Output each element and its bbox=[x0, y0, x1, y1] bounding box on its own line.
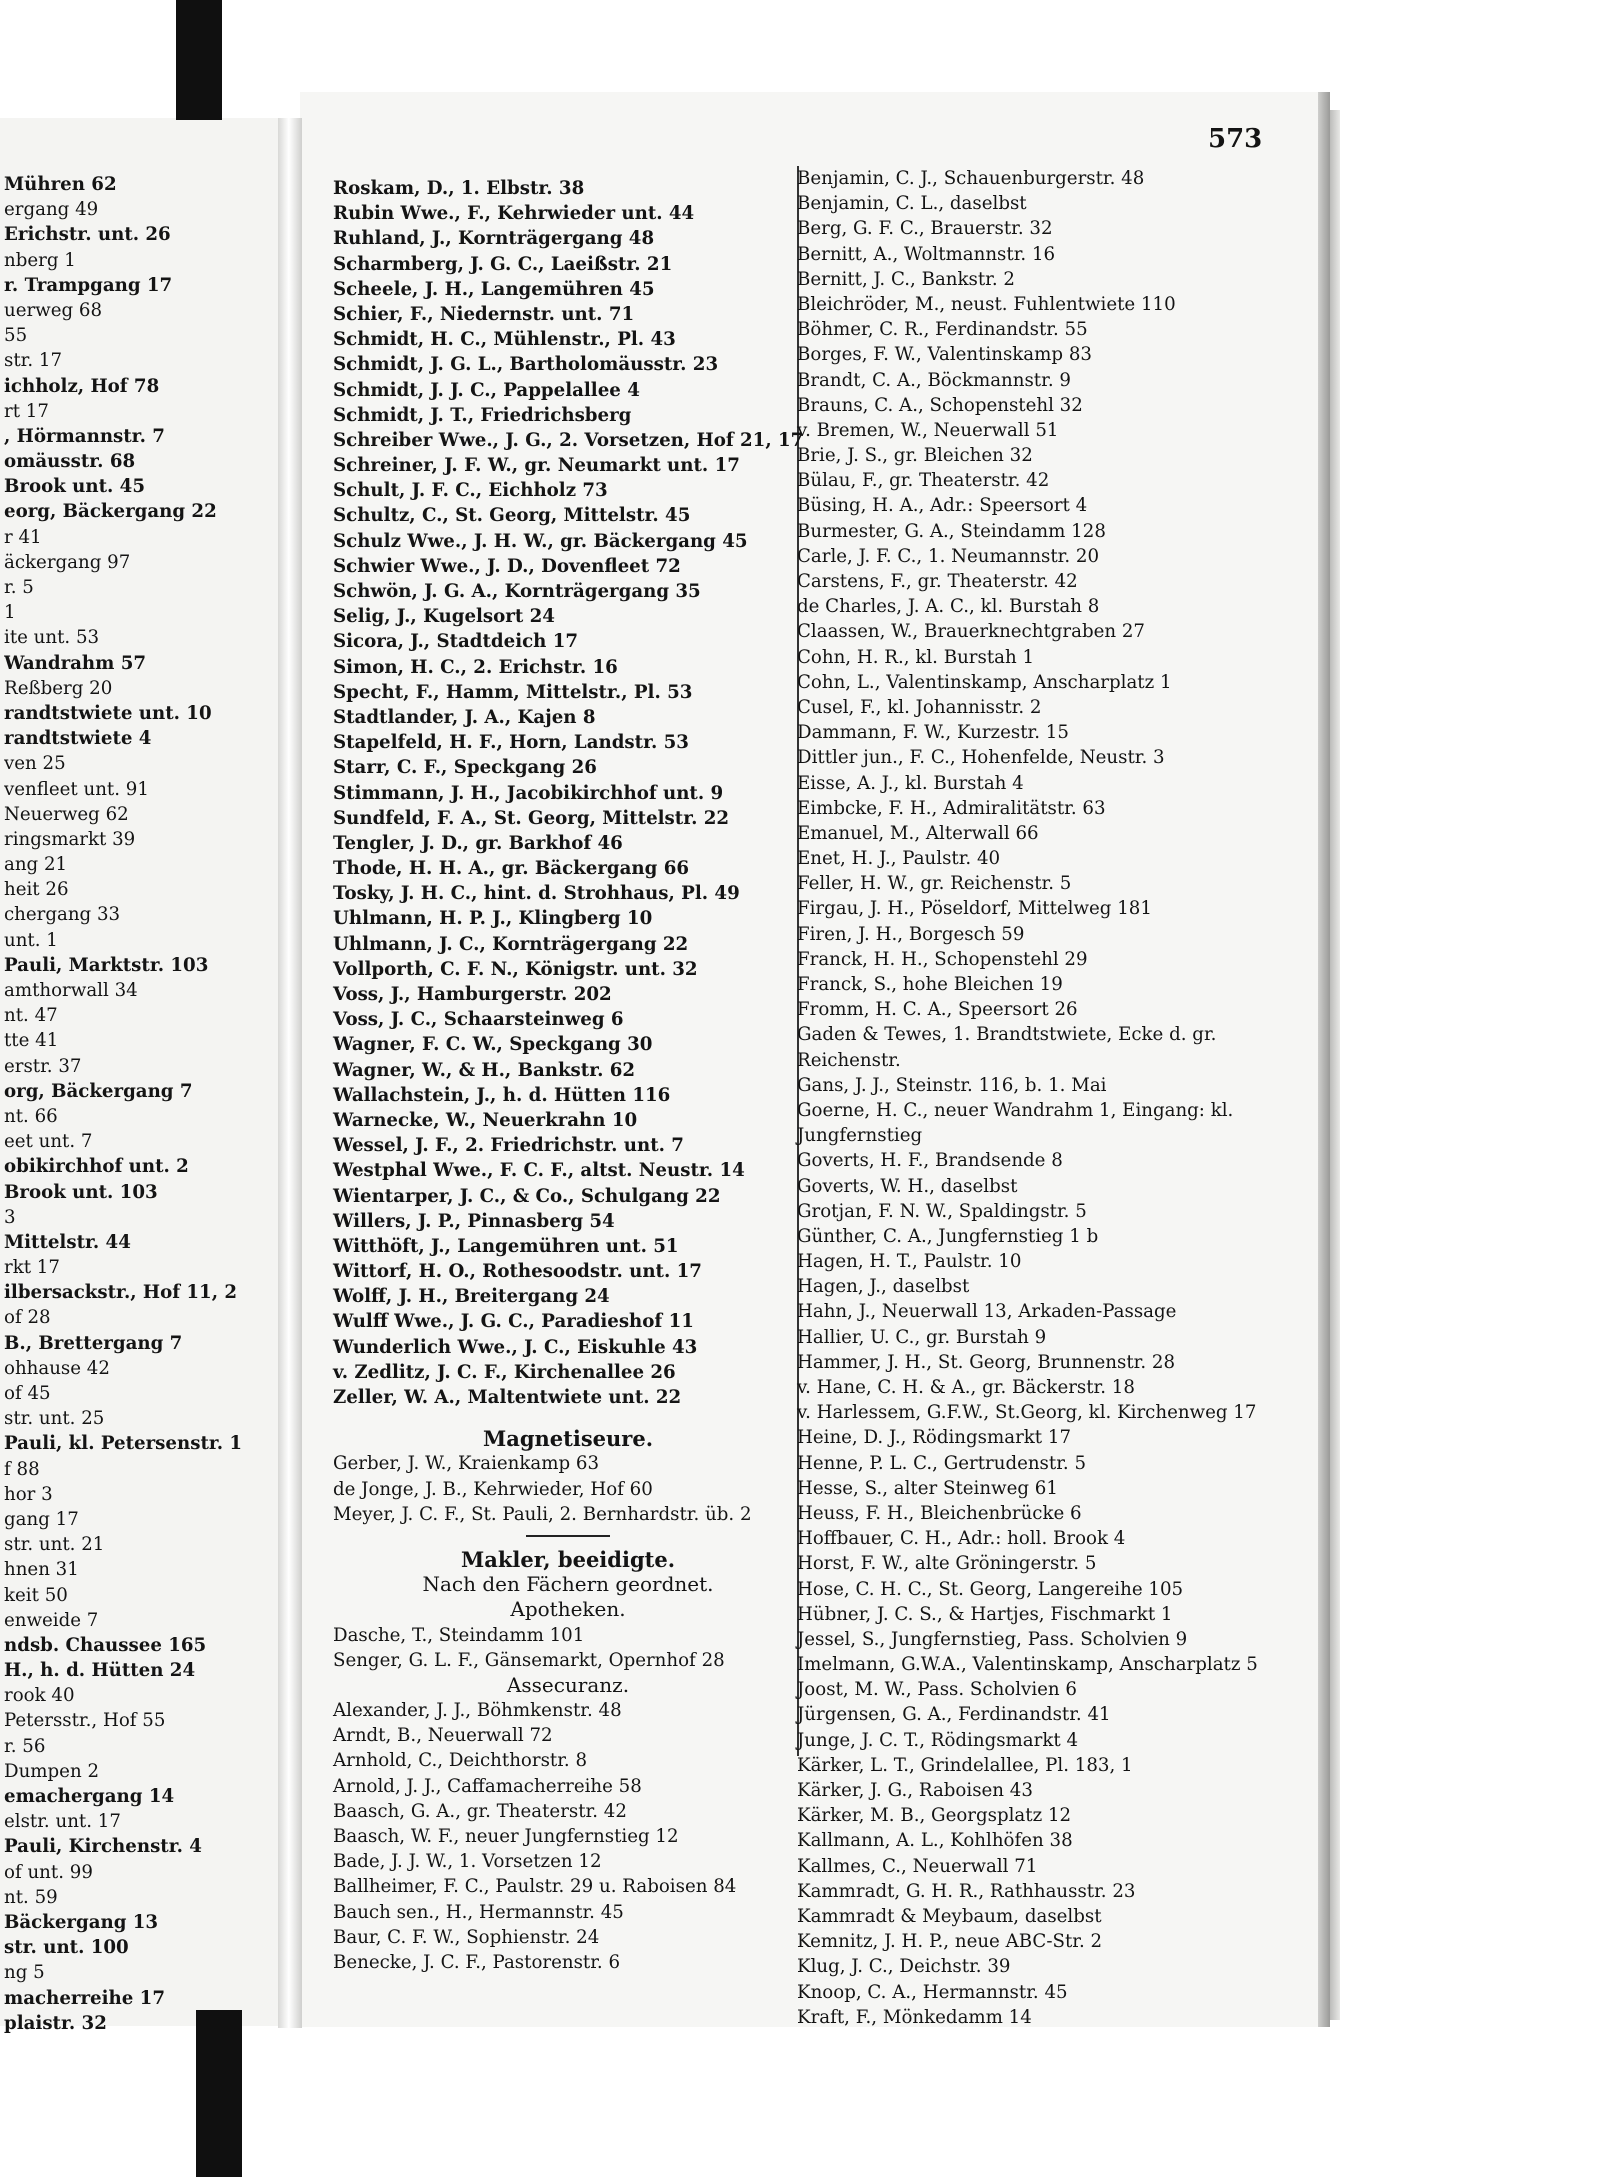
directory-entry: str. 17 bbox=[4, 350, 63, 372]
directory-entry: Kallmes, C., Neuerwall 71 bbox=[797, 1855, 1038, 1877]
directory-entry: ringsmarkt 39 bbox=[4, 828, 136, 850]
directory-entry: Meyer, J. C. F., St. Pauli, 2. Bernhardstr. üb. 2 bbox=[333, 1503, 752, 1525]
directory-entry: obikirchhof unt. 2 bbox=[4, 1156, 189, 1178]
directory-entry: Henne, P. L. C., Gertrudenstr. 5 bbox=[797, 1452, 1087, 1474]
directory-entry: Bernitt, J. C., Bankstr. 2 bbox=[797, 268, 1015, 290]
directory-entry: Carstens, F., gr. Theaterstr. 42 bbox=[797, 571, 1078, 592]
directory-entry: Hose, C. H. C., St. Georg, Langereihe 105 bbox=[797, 1578, 1184, 1600]
directory-entry: Baasch, W. F., neuer Jungfernstieg 12 bbox=[333, 1826, 679, 1847]
directory-entry: Bleichröder, M., neust. Fuhlentwiete 110 bbox=[797, 293, 1176, 315]
directory-entry: Hübner, J. C. S., & Hartjes, Fischmarkt 1 bbox=[797, 1603, 1173, 1625]
directory-entry: Franck, H. H., Schopenstehl 29 bbox=[797, 948, 1088, 970]
directory-entry: randtstwiete 4 bbox=[4, 728, 152, 750]
directory-entry: keit 50 bbox=[4, 1584, 68, 1606]
directory-entry: Bülau, F., gr. Theaterstr. 42 bbox=[797, 470, 1050, 492]
directory-entry: v. Harlessem, G.F.W., St.Georg, kl. Kirchenweg 17 bbox=[797, 1402, 1257, 1424]
directory-entry: Kallmann, A. L., Kohlhöfen 38 bbox=[797, 1830, 1073, 1852]
directory-entry: of 28 bbox=[4, 1307, 51, 1329]
directory-entry: Heuss, F. H., Bleichenbrücke 6 bbox=[797, 1502, 1082, 1524]
directory-entry: Pauli, Kirchenstr. 4 bbox=[4, 1836, 202, 1858]
directory-entry: heit 26 bbox=[4, 879, 69, 901]
directory-entry: Tengler, J. D., gr. Barkhof 46 bbox=[333, 832, 623, 854]
directory-entry: Benecke, J. C. F., Pastorenstr. 6 bbox=[333, 1951, 621, 1973]
directory-entry: Emanuel, M., Alterwall 66 bbox=[797, 822, 1039, 844]
directory-entry: Schmidt, J. T., Friedrichsberg bbox=[333, 404, 632, 426]
directory-entry: Kärker, M. B., Georgsplatz 12 bbox=[797, 1805, 1072, 1827]
directory-entry: Petersstr., Hof 55 bbox=[4, 1710, 166, 1732]
directory-entry: Schwön, J. G. A., Kornträgergang 35 bbox=[333, 581, 701, 602]
directory-entry: Dammann, F. W., Kurzestr. 15 bbox=[797, 722, 1069, 744]
section-subheading: Nach den Fächern geordnet. bbox=[422, 1572, 714, 1597]
directory-entry: Schreiner, J. F. W., gr. Neumarkt unt. 17 bbox=[333, 455, 740, 477]
directory-entry: Stadtlander, J. A., Kajen 8 bbox=[333, 706, 596, 728]
directory-entry: Stapelfeld, H. F., Horn, Landstr. 53 bbox=[333, 732, 689, 754]
directory-entry: Wunderlich Wwe., J. C., Eiskuhle 43 bbox=[333, 1336, 698, 1358]
directory-entry: Scharmberg, J. G. C., Laeißstr. 21 bbox=[333, 253, 673, 275]
directory-entry: of 45 bbox=[4, 1383, 51, 1404]
directory-entry: enweide 7 bbox=[4, 1609, 99, 1631]
directory-entry: Schier, F., Niedernstr. unt. 71 bbox=[333, 303, 635, 325]
directory-entry: r. 5 bbox=[4, 577, 34, 598]
directory-entry: Wientarper, J. C., & Co., Schulgang 22 bbox=[333, 1185, 721, 1207]
directory-entry: macherreihe 17 bbox=[4, 1987, 165, 2009]
directory-entry: Mühren 62 bbox=[4, 174, 117, 195]
directory-entry: Feller, H. W., gr. Reichenstr. 5 bbox=[797, 873, 1072, 895]
directory-entry: rt 17 bbox=[4, 400, 49, 422]
directory-entry: ndsb. Chaussee 165 bbox=[4, 1634, 207, 1656]
directory-entry: ilbersackstr., Hof 11, 2 bbox=[4, 1282, 238, 1304]
directory-entry: eorg, Bäckergang 22 bbox=[4, 501, 217, 523]
directory-entry: Tosky, J. H. C., hint. d. Strohhaus, Pl. 49 bbox=[333, 883, 740, 905]
directory-entry: Kammradt, G. H. R., Rathhausstr. 23 bbox=[797, 1880, 1136, 1902]
directory-entry: rkt 17 bbox=[4, 1257, 60, 1279]
directory-entry: Hagen, H. T., Paulstr. 10 bbox=[797, 1251, 1022, 1273]
section-gap bbox=[333, 1410, 803, 1426]
directory-entry: Sicora, J., Stadtdeich 17 bbox=[333, 631, 579, 653]
directory-entry: Jungfernstieg bbox=[797, 1125, 923, 1147]
directory-entry: Wandrahm 57 bbox=[4, 652, 147, 674]
directory-entry: Witthöft, J., Langemühren unt. 51 bbox=[333, 1235, 679, 1257]
directory-entry: Jürgensen, G. A., Ferdinandstr. 41 bbox=[797, 1704, 1111, 1726]
directory-entry: Dittler jun., F. C., Hohenfelde, Neustr. 3 bbox=[797, 747, 1165, 769]
directory-entry: Burmester, G. A., Steindamm 128 bbox=[797, 520, 1106, 542]
directory-entry: Starr, C. F., Speckgang 26 bbox=[333, 757, 597, 779]
directory-entry: Baur, C. F. W., Sophienstr. 24 bbox=[333, 1926, 600, 1948]
directory-entry: ichholz, Hof 78 bbox=[4, 375, 160, 397]
directory-entry: Hoffbauer, C. H., Adr.: holl. Brook 4 bbox=[797, 1528, 1126, 1550]
directory-entry: ohhause 42 bbox=[4, 1357, 110, 1379]
directory-entry: Schmidt, H. C., Mühlenstr., Pl. 43 bbox=[333, 329, 676, 351]
directory-entry: ite unt. 53 bbox=[4, 627, 100, 649]
directory-entry: , Hörmannstr. 7 bbox=[4, 425, 165, 447]
directory-entry: Kemnitz, J. H. P., neue ABC-Str. 2 bbox=[797, 1931, 1103, 1953]
directory-entry: Stimmann, J. H., Jacobikirchhof unt. 9 bbox=[333, 782, 724, 804]
directory-entry: amthorwall 34 bbox=[4, 980, 138, 1001]
directory-entry: Brook unt. 103 bbox=[4, 1181, 158, 1203]
directory-entry: Brook unt. 45 bbox=[4, 476, 145, 498]
directory-entry: str. unt. 100 bbox=[4, 1937, 129, 1959]
directory-entry: v. Bremen, W., Neuerwall 51 bbox=[797, 419, 1059, 441]
directory-entry: Reßberg 20 bbox=[4, 677, 113, 699]
directory-entry: Dasche, T., Steindamm 101 bbox=[333, 1624, 585, 1646]
directory-entry: tte 41 bbox=[4, 1030, 59, 1052]
directory-entry: Heine, D. J., Rödingsmarkt 17 bbox=[797, 1427, 1072, 1449]
directory-entry: Willers, J. P., Pinnasberg 54 bbox=[333, 1210, 615, 1232]
directory-entry: Hammer, J. H., St. Georg, Brunnenstr. 28 bbox=[797, 1351, 1176, 1373]
directory-entry: org, Bäckergang 7 bbox=[4, 1080, 193, 1102]
directory-entry: Grotjan, F. N. W., Spaldingstr. 5 bbox=[797, 1200, 1087, 1222]
directory-entry: Wulff Wwe., J. G. C., Paradieshof 11 bbox=[333, 1311, 694, 1333]
directory-entry: Jessel, S., Jungfernstieg, Pass. Scholvien 9 bbox=[797, 1628, 1188, 1650]
directory-entry: Goverts, W. H., daselbst bbox=[797, 1175, 1018, 1197]
directory-entry: unt. 1 bbox=[4, 929, 58, 951]
directory-entry: Hesse, S., alter Steinweg 61 bbox=[797, 1477, 1058, 1499]
directory-entry: Rubin Wwe., F., Kehrwieder unt. 44 bbox=[333, 203, 695, 225]
directory-entry: Wagner, F. C. W., Speckgang 30 bbox=[333, 1034, 653, 1056]
directory-entry: v. Zedlitz, J. C. F., Kirchenallee 26 bbox=[333, 1361, 676, 1383]
directory-entry: Reichenstr. bbox=[797, 1049, 901, 1071]
directory-entry: Uhlmann, J. C., Kornträgergang 22 bbox=[333, 933, 689, 955]
directory-entry: äckergang 97 bbox=[4, 551, 131, 573]
directory-entry: Franck, S., hohe Bleichen 19 bbox=[797, 974, 1063, 995]
directory-entry: ven 25 bbox=[4, 753, 66, 775]
directory-entry: Knoop, C. A., Hermannstr. 45 bbox=[797, 1981, 1068, 2003]
directory-entry: Schmidt, J. J. C., Pappelallee 4 bbox=[333, 379, 640, 401]
directory-entry: Joost, M. W., Pass. Scholvien 6 bbox=[797, 1679, 1077, 1701]
directory-entry: Roskam, D., 1. Elbstr. 38 bbox=[333, 178, 585, 199]
directory-entry: Ruhland, J., Kornträgergang 48 bbox=[333, 228, 655, 250]
right-column bbox=[797, 166, 1322, 2030]
directory-entry: Enet, H. J., Paulstr. 40 bbox=[797, 848, 1001, 870]
directory-entry: Brandt, C. A., Böckmannstr. 9 bbox=[797, 369, 1071, 391]
section-subheading: Assecuranz. bbox=[506, 1672, 630, 1697]
left-column bbox=[4, 172, 274, 2036]
directory-entry: Bernitt, A., Woltmannstr. 16 bbox=[797, 243, 1056, 265]
directory-entry: Fromm, H. C. A., Speersort 26 bbox=[797, 999, 1078, 1021]
directory-entry: ang 21 bbox=[4, 854, 68, 876]
directory-entry: hnen 31 bbox=[4, 1559, 79, 1581]
directory-entry: rook 40 bbox=[4, 1685, 75, 1707]
binding-tab-top bbox=[176, 0, 222, 120]
directory-entry: uerweg 68 bbox=[4, 299, 103, 321]
directory-entry: Bauch sen., H., Hermannstr. 45 bbox=[333, 1901, 624, 1923]
directory-entry: Cohn, L., Valentinskamp, Anscharplatz 1 bbox=[797, 671, 1172, 693]
directory-entry: Senger, G. L. F., Gänsemarkt, Opernhof 28 bbox=[333, 1649, 725, 1671]
directory-entry: Westphal Wwe., F. C. F., altst. Neustr. 14 bbox=[333, 1160, 745, 1182]
directory-entry: ergang 49 bbox=[4, 199, 99, 221]
directory-entry: Borges, F. W., Valentinskamp 83 bbox=[797, 344, 1092, 366]
directory-entry: Simon, H. C., 2. Erichstr. 16 bbox=[333, 656, 618, 678]
directory-entry: Alexander, J. J., Böhmkenstr. 48 bbox=[333, 1700, 622, 1722]
book-gutter bbox=[278, 118, 302, 2028]
directory-entry: Warnecke, W., Neuerkrahn 10 bbox=[333, 1109, 638, 1131]
directory-entry: emachergang 14 bbox=[4, 1786, 175, 1807]
directory-entry: Pauli, kl. Petersenstr. 1 bbox=[4, 1433, 243, 1455]
section-heading: Magnetiseure. bbox=[482, 1426, 654, 1452]
directory-entry: nt. 59 bbox=[4, 1886, 58, 1908]
directory-entry: Arndt, B., Neuerwall 72 bbox=[333, 1725, 553, 1747]
directory-entry: elstr. unt. 17 bbox=[4, 1811, 121, 1833]
directory-entry: Berg, G. F. C., Brauerstr. 32 bbox=[797, 218, 1053, 240]
directory-entry: r 41 bbox=[4, 526, 42, 548]
directory-entry: Thode, H. H. A., gr. Bäckergang 66 bbox=[333, 858, 690, 880]
directory-entry: Kraft, F., Mönkedamm 14 bbox=[797, 2006, 1032, 2028]
directory-entry: venfleet unt. 91 bbox=[4, 778, 149, 800]
directory-entry: hor 3 bbox=[4, 1483, 53, 1505]
directory-entry: Selig, J., Kugelsort 24 bbox=[333, 606, 555, 628]
directory-entry: Arnhold, C., Deichthorstr. 8 bbox=[333, 1750, 588, 1772]
directory-entry: Eisse, A. J., kl. Burstah 4 bbox=[797, 772, 1024, 794]
directory-entry: Neuerweg 62 bbox=[4, 803, 129, 825]
directory-entry: Wagner, W., & H., Bankstr. 62 bbox=[333, 1059, 636, 1081]
directory-entry: Claassen, W., Brauerknechtgraben 27 bbox=[797, 621, 1145, 643]
section-rule bbox=[526, 1535, 610, 1537]
directory-entry: nt. 66 bbox=[4, 1105, 58, 1127]
directory-entry: Schmidt, J. G. L., Bartholomäusstr. 23 bbox=[333, 354, 719, 376]
directory-entry: Hagen, J., daselbst bbox=[797, 1276, 970, 1298]
page-number: 573 bbox=[1208, 124, 1263, 154]
section-subheading: Apotheken. bbox=[510, 1597, 626, 1622]
directory-entry: Voss, J. C., Schaarsteinweg 6 bbox=[333, 1009, 624, 1031]
directory-entry: Bade, J. J. W., 1. Vorsetzen 12 bbox=[333, 1851, 602, 1873]
directory-entry: Günther, C. A., Jungfernstieg 1 b bbox=[797, 1225, 1099, 1247]
directory-entry: Wittorf, H. O., Rothesoodstr. unt. 17 bbox=[333, 1261, 702, 1283]
directory-entry: Dumpen 2 bbox=[4, 1760, 100, 1782]
directory-entry: Goerne, H. C., neuer Wandrahm 1, Eingang: kl. bbox=[797, 1099, 1234, 1121]
directory-entry: 1 bbox=[4, 602, 16, 624]
directory-entry: Pauli, Marktstr. 103 bbox=[4, 954, 209, 976]
directory-entry: Firgau, J. H., Pöseldorf, Mittelweg 181 bbox=[797, 898, 1152, 920]
directory-entry: Carle, J. F. C., 1. Neumannstr. 20 bbox=[797, 545, 1100, 567]
directory-entry: Sundfeld, F. A., St. Georg, Mittelstr. 22 bbox=[333, 807, 730, 829]
directory-entry: ng 5 bbox=[4, 1962, 45, 1984]
directory-entry: H., h. d. Hütten 24 bbox=[4, 1660, 196, 1682]
directory-entry: Schult, J. F. C., Eichholz 73 bbox=[333, 480, 608, 502]
directory-entry: omäusstr. 68 bbox=[4, 451, 136, 473]
directory-entry: Cusel, F., kl. Johannisstr. 2 bbox=[797, 696, 1042, 718]
directory-entry: f 88 bbox=[4, 1458, 40, 1480]
directory-entry: str. unt. 21 bbox=[4, 1534, 105, 1556]
directory-entry: Mittelstr. 44 bbox=[4, 1231, 131, 1253]
directory-entry: chergang 33 bbox=[4, 904, 121, 926]
directory-entry: Horst, F. W., alte Gröningerstr. 5 bbox=[797, 1553, 1097, 1575]
directory-entry: 3 bbox=[4, 1206, 16, 1228]
directory-entry: Kärker, J. G., Raboisen 43 bbox=[797, 1780, 1033, 1801]
directory-entry: Specht, F., Hamm, Mittelstr., Pl. 53 bbox=[333, 681, 693, 703]
directory-entry: Ballheimer, F. C., Paulstr. 29 u. Raboisen 84 bbox=[333, 1876, 737, 1898]
directory-entry: eet unt. 7 bbox=[4, 1131, 93, 1153]
directory-entry: Schreiber Wwe., J. G., 2. Vorsetzen, Hof 21, 17 bbox=[333, 429, 804, 451]
directory-entry: randtstwiete unt. 10 bbox=[4, 702, 212, 724]
directory-entry: Gerber, J. W., Kraienkamp 63 bbox=[333, 1453, 600, 1475]
directory-entry: Brauns, C. A., Schopenstehl 32 bbox=[797, 394, 1083, 416]
directory-entry: Böhmer, C. R., Ferdinandstr. 55 bbox=[797, 319, 1088, 341]
directory-entry: v. Hane, C. H. & A., gr. Bäckerstr. 18 bbox=[797, 1377, 1135, 1398]
directory-entry: Uhlmann, H. P. J., Klingberg 10 bbox=[333, 908, 653, 930]
directory-entry: plaistr. 32 bbox=[4, 2012, 107, 2034]
directory-entry: r. 56 bbox=[4, 1735, 46, 1757]
directory-entry: r. Trampgang 17 bbox=[4, 274, 173, 296]
directory-entry: Gaden & Tewes, 1. Brandtstwiete, Ecke d. gr. bbox=[797, 1024, 1217, 1046]
directory-entry: Bäckergang 13 bbox=[4, 1911, 159, 1933]
directory-entry: Arnold, J. J., Caffamacherreihe 58 bbox=[333, 1775, 642, 1797]
section-heading: Makler, beeidigte. bbox=[461, 1546, 675, 1572]
directory-entry: nberg 1 bbox=[4, 249, 76, 271]
directory-entry: Brie, J. S., gr. Bleichen 32 bbox=[797, 445, 1033, 467]
directory-entry: Voss, J., Hamburgerstr. 202 bbox=[333, 984, 612, 1005]
directory-entry: of unt. 99 bbox=[4, 1861, 93, 1883]
middle-column bbox=[333, 176, 803, 1975]
directory-entry: erstr. 37 bbox=[4, 1055, 82, 1077]
directory-entry: Kammradt & Meybaum, daselbst bbox=[797, 1905, 1102, 1927]
directory-entry: Gans, J. J., Steinstr. 116, b. 1. Mai bbox=[797, 1074, 1107, 1096]
directory-entry: Firen, J. H., Borgesch 59 bbox=[797, 923, 1025, 945]
directory-entry: Schwier Wwe., J. D., Dovenfleet 72 bbox=[333, 555, 681, 577]
directory-entry: 55 bbox=[4, 325, 28, 347]
directory-entry: Junge, J. C. T., Rödingsmarkt 4 bbox=[797, 1729, 1079, 1751]
directory-entry: Cohn, H. R., kl. Burstah 1 bbox=[797, 646, 1035, 668]
directory-entry: B., Brettergang 7 bbox=[4, 1332, 183, 1354]
directory-entry: Imelmann, G.W.A., Valentinskamp, Anscharplatz 5 bbox=[797, 1654, 1258, 1676]
directory-entry: Scheele, J. H., Langemühren 45 bbox=[333, 278, 655, 300]
page-edge-shadow bbox=[1330, 110, 1340, 2020]
directory-entry: de Jonge, J. B., Kehrwieder, Hof 60 bbox=[333, 1478, 653, 1500]
directory-entry: Wolff, J. H., Breitergang 24 bbox=[333, 1286, 610, 1308]
directory-entry: str. unt. 25 bbox=[4, 1408, 105, 1430]
directory-entry: Schultz, C., St. Georg, Mittelstr. 45 bbox=[333, 505, 691, 527]
directory-entry: Zeller, W. A., Maltentwiete unt. 22 bbox=[333, 1387, 682, 1408]
directory-entry: de Charles, J. A. C., kl. Burstah 8 bbox=[797, 596, 1100, 618]
directory-entry: Erichstr. unt. 26 bbox=[4, 224, 171, 246]
directory-entry: Benjamin, C. L., daselbst bbox=[797, 193, 1027, 215]
directory-entry: Wessel, J. F., 2. Friedrichstr. unt. 7 bbox=[333, 1135, 684, 1157]
directory-entry: Goverts, H. F., Brandsende 8 bbox=[797, 1150, 1063, 1172]
directory-entry: Baasch, G. A., gr. Theaterstr. 42 bbox=[333, 1800, 627, 1822]
directory-entry: Büsing, H. A., Adr.: Speersort 4 bbox=[797, 495, 1088, 517]
directory-entry: Hallier, U. C., gr. Burstah 9 bbox=[797, 1326, 1047, 1348]
directory-entry: Wallachstein, J., h. d. Hütten 116 bbox=[333, 1084, 671, 1106]
directory-entry: Klug, J. C., Deichstr. 39 bbox=[797, 1956, 1011, 1978]
directory-entry: nt. 47 bbox=[4, 1005, 58, 1027]
directory-entry: gang 17 bbox=[4, 1508, 79, 1530]
directory-entry: Kärker, L. T., Grindelallee, Pl. 183, 1 bbox=[797, 1754, 1133, 1776]
directory-entry: Vollporth, C. F. N., Königstr. unt. 32 bbox=[333, 958, 698, 980]
directory-entry: Eimbcke, F. H., Admiralitätstr. 63 bbox=[797, 797, 1106, 819]
directory-entry: Hahn, J., Neuerwall 13, Arkaden-Passage bbox=[797, 1301, 1177, 1323]
directory-entry: Schulz Wwe., J. H. W., gr. Bäckergang 45 bbox=[333, 530, 748, 552]
directory-entry: Benjamin, C. J., Schauenburgerstr. 48 bbox=[797, 168, 1145, 189]
